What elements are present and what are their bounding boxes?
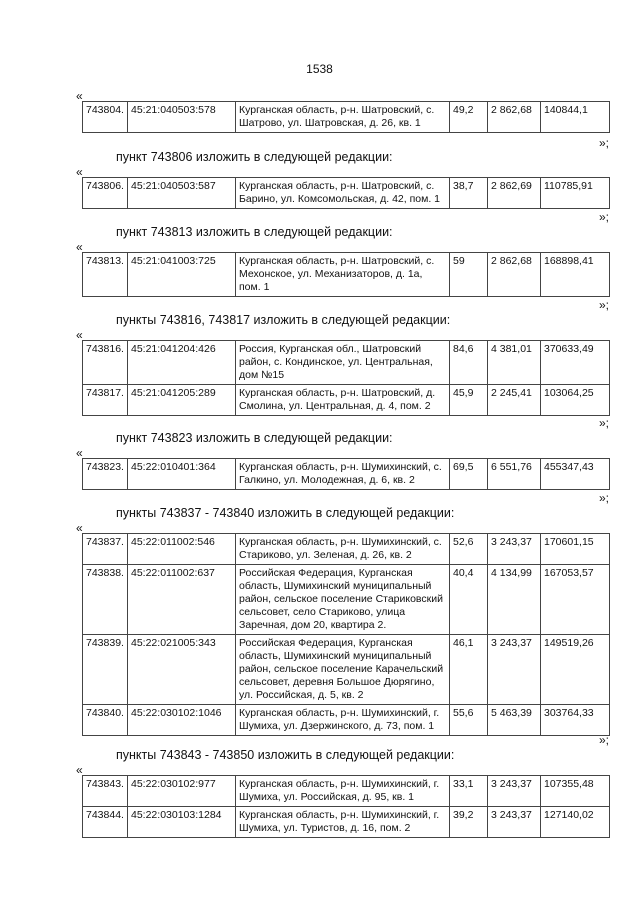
amendment-instruction: пункт 743806 изложить в следующей редакции: — [116, 150, 393, 164]
rate-cell: 3 243,37 — [488, 635, 541, 705]
amendment-instruction: пункты 743843 - 743850 изложить в следующей редакции: — [116, 748, 455, 762]
cadastral-number: 45:21:040503:578 — [128, 102, 236, 133]
open-quote: « — [76, 763, 83, 777]
address-cell: Курганская область, р-н. Шатровский, с. Шатрово, ул. Шатровская, д. 26, кв. 1 — [236, 102, 450, 133]
address-cell: Российская Федерация, Курганская область, Шумихинский муниципальный район, сельское поселение Карачельский сельсовет, деревня Большое Дюрягино, ул. Российская, д. 5, кв. 2 — [236, 635, 450, 705]
area-cell: 69,5 — [450, 459, 488, 490]
row-number: 743840. — [83, 705, 128, 736]
cadastral-number: 45:22:030102:977 — [128, 776, 236, 807]
rate-cell: 2 862,68 — [488, 102, 541, 133]
area-cell: 39,2 — [450, 807, 488, 838]
area-cell: 38,7 — [450, 178, 488, 209]
table-row — [83, 776, 610, 807]
rate-cell: 4 134,99 — [488, 565, 541, 635]
cadastral-number: 45:22:021005:343 — [128, 635, 236, 705]
cadastral-number: 45:22:030102:1046 — [128, 705, 236, 736]
open-quote: « — [76, 240, 83, 254]
cadastral-number: 45:21:041003:725 — [128, 253, 236, 297]
close-quote: »; — [598, 491, 609, 505]
table-block — [76, 340, 609, 416]
table-row — [83, 534, 610, 565]
value-cell: 170601,15 — [541, 534, 610, 565]
value-cell: 303764,33 — [541, 705, 610, 736]
row-number: 743839. — [83, 635, 128, 705]
address-cell: Курганская область, р-н. Шатровский, с. Мехонское, ул. Механизаторов, д. 1а, пом. 1 — [236, 253, 450, 297]
value-cell: 168898,41 — [541, 253, 610, 297]
property-table — [82, 101, 610, 133]
page-number: 1538 — [306, 62, 333, 76]
close-quote: »; — [598, 416, 609, 430]
table-block — [76, 177, 609, 209]
cadastral-number: 45:21:041204:426 — [128, 341, 236, 385]
cadastral-number: 45:22:010401:364 — [128, 459, 236, 490]
property-table — [82, 533, 610, 736]
value-cell: 127140,02 — [541, 807, 610, 838]
amendment-instruction: пункт 743813 изложить в следующей редакции: — [116, 225, 393, 239]
area-cell: 84,6 — [450, 341, 488, 385]
address-cell: Курганская область, р-н. Шумихинский, г. Шумиха, ул. Туристов, д. 16, пом. 2 — [236, 807, 450, 838]
open-quote: « — [76, 89, 83, 103]
rate-cell: 3 243,37 — [488, 776, 541, 807]
address-cell: Курганская область, р-н. Шатровский, с. Барино, ул. Комсомольская, д. 42, пом. 1 — [236, 178, 450, 209]
area-cell: 40,4 — [450, 565, 488, 635]
table-block — [76, 252, 609, 297]
close-quote: »; — [598, 136, 609, 150]
amendment-instruction: пункты 743816, 743817 изложить в следующей редакции: — [116, 313, 451, 327]
row-number: 743804. — [83, 102, 128, 133]
address-cell: Курганская область, р-н. Шумихинский, г. Шумиха, ул. Российская, д. 95, кв. 1 — [236, 776, 450, 807]
value-cell: 455347,43 — [541, 459, 610, 490]
value-cell: 103064,25 — [541, 385, 610, 416]
amendment-instruction: пункты 743837 - 743840 изложить в следующей редакции: — [116, 506, 455, 520]
cadastral-number: 45:21:041205:289 — [128, 385, 236, 416]
area-cell: 59 — [450, 253, 488, 297]
row-number: 743817. — [83, 385, 128, 416]
cadastral-number: 45:22:030103:1284 — [128, 807, 236, 838]
close-quote: »; — [598, 733, 609, 747]
cadastral-number: 45:22:011002:637 — [128, 565, 236, 635]
area-cell: 33,1 — [450, 776, 488, 807]
cadastral-number: 45:22:011002:546 — [128, 534, 236, 565]
value-cell: 110785,91 — [541, 178, 610, 209]
address-cell: Россия, Курганская обл., Шатровский район, с. Кондинское, ул. Центральная, дом №15 — [236, 341, 450, 385]
rate-cell: 2 862,69 — [488, 178, 541, 209]
open-quote: « — [76, 521, 83, 535]
value-cell: 370633,49 — [541, 341, 610, 385]
row-number: 743837. — [83, 534, 128, 565]
table-block — [76, 775, 609, 838]
value-cell: 167053,57 — [541, 565, 610, 635]
row-number: 743806. — [83, 178, 128, 209]
rate-cell: 6 551,76 — [488, 459, 541, 490]
table-row — [83, 807, 610, 838]
rate-cell: 2 245,41 — [488, 385, 541, 416]
area-cell: 49,2 — [450, 102, 488, 133]
area-cell: 55,6 — [450, 705, 488, 736]
table-row — [83, 102, 610, 133]
row-number: 743843. — [83, 776, 128, 807]
table-block — [76, 101, 609, 133]
address-cell: Курганская область, р-н. Шатровский, д. Смолина, ул. Центральная, д. 4, пом. 2 — [236, 385, 450, 416]
table-row — [83, 385, 610, 416]
amendment-instruction: пункт 743823 изложить в следующей редакции: — [116, 431, 393, 445]
area-cell: 45,9 — [450, 385, 488, 416]
close-quote: »; — [598, 298, 609, 312]
table-row — [83, 705, 610, 736]
rate-cell: 2 862,68 — [488, 253, 541, 297]
property-table — [82, 775, 610, 838]
property-table — [82, 177, 610, 209]
table-row — [83, 459, 610, 490]
open-quote: « — [76, 446, 83, 460]
row-number: 743823. — [83, 459, 128, 490]
address-cell: Российская Федерация, Курганская область, Шумихинский муниципальный район, сельское поселение Стариковский сельсовет, село Стариково, улица Заречная, дом 20, квартира 2. — [236, 565, 450, 635]
address-cell: Курганская область, р-н. Шумихинский, с. Стариково, ул. Зеленая, д. 26, кв. 2 — [236, 534, 450, 565]
value-cell: 140844,1 — [541, 102, 610, 133]
row-number: 743813. — [83, 253, 128, 297]
property-table — [82, 252, 610, 297]
rate-cell: 3 243,37 — [488, 534, 541, 565]
address-cell: Курганская область, р-н. Шумихинский, с. Галкино, ул. Молодежная, д. 6, кв. 2 — [236, 459, 450, 490]
address-cell: Курганская область, р-н. Шумихинский, г. Шумиха, ул. Дзержинского, д. 73, пом. 1 — [236, 705, 450, 736]
property-table — [82, 340, 610, 416]
row-number: 743838. — [83, 565, 128, 635]
table-block — [76, 533, 609, 736]
rate-cell: 5 463,39 — [488, 705, 541, 736]
table-row — [83, 635, 610, 705]
open-quote: « — [76, 165, 83, 179]
value-cell: 107355,48 — [541, 776, 610, 807]
row-number: 743844. — [83, 807, 128, 838]
rate-cell: 4 381,01 — [488, 341, 541, 385]
table-row — [83, 341, 610, 385]
area-cell: 52,6 — [450, 534, 488, 565]
area-cell: 46,1 — [450, 635, 488, 705]
table-row — [83, 178, 610, 209]
rate-cell: 3 243,37 — [488, 807, 541, 838]
table-row — [83, 565, 610, 635]
close-quote: »; — [598, 210, 609, 224]
row-number: 743816. — [83, 341, 128, 385]
value-cell: 149519,26 — [541, 635, 610, 705]
open-quote: « — [76, 328, 83, 342]
cadastral-number: 45:21:040503:587 — [128, 178, 236, 209]
table-row — [83, 253, 610, 297]
table-block — [76, 458, 609, 490]
property-table — [82, 458, 610, 490]
